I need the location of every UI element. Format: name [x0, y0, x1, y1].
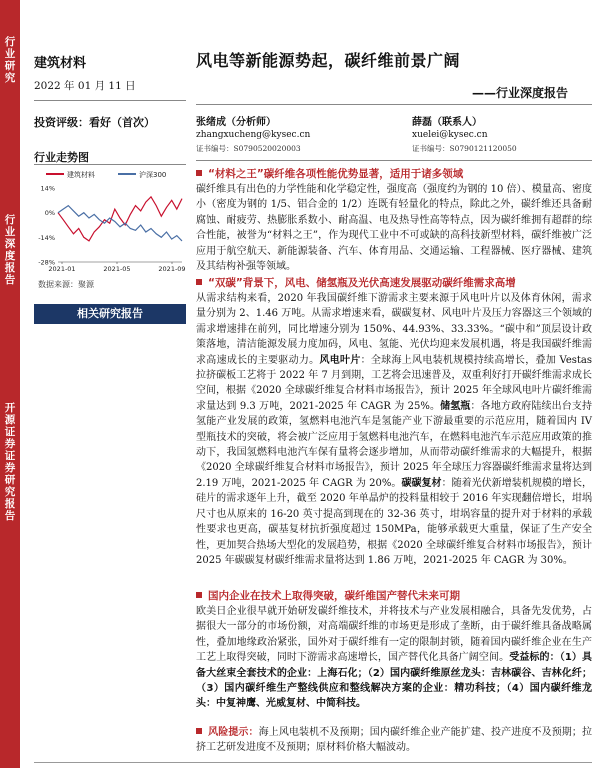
bullet-icon: [196, 728, 202, 734]
sidebar-top-label: 行业研究: [4, 36, 16, 84]
analyst-cert: 证书编号：S0790121120050: [412, 144, 517, 153]
series-line: [58, 206, 182, 241]
trend-chart-title: 行业走势图: [34, 151, 89, 164]
trend-chart: [34, 166, 186, 274]
bullet-icon: [196, 592, 202, 598]
related-reports-button[interactable]: 相关研究报告: [34, 304, 186, 324]
analyst-card: [196, 116, 310, 155]
section-heading: 国内企业在技术上取得突破，碳纤维国产替代未来可期: [196, 588, 592, 603]
legend-label: 建筑材料: [67, 171, 95, 179]
x-tick-label: 2021-09: [158, 265, 186, 273]
analyst-name: 张绪成（分析师）: [196, 117, 276, 128]
analyst-name: 薛磊（联系人）: [412, 117, 482, 128]
report-title: 风电等新能源势起，碳纤维前景广阔: [196, 51, 461, 70]
analyst-email[interactable]: xuelei@kysec.cn: [412, 130, 488, 140]
y-tick-label: 14%: [40, 184, 55, 193]
report-date: 2022 年 01 月 11 日: [34, 80, 136, 92]
series-line: [58, 197, 182, 241]
chart-source: 数据来源：聚源: [38, 280, 94, 289]
sidebar-bottom-label: 开源证券 证券研究报告: [4, 402, 16, 522]
section-heading: “双碳”背景下，风电、储氢瓶及光伏高速发展驱动碳纤维需求高增: [196, 275, 592, 290]
divider: [34, 100, 186, 101]
divider: [34, 164, 186, 165]
section-body: 从需求结构来看，2020 年我国碳纤维下游需求主要来源于风电叶片以及体育休闲，需求量分别为 2、1.46 万吨。从需求增速来看，碳碳复材、风电叶片及压力容器这三个领域的需求增速排在前列，同比增速分别为 150%、44.93%、33.33%。“碳中和”顶层设计政策落地，清洁能源发展力度加码，风电、氢能、光伏均迎来发展机遇，将是我国碳纤维需求高速成长的主要驱动力。风电叶片：全球海上风电装机规模持续高增长，叠加 Vestas 拉挤碳板工艺将于 2022 年 7 月到期，工艺将会迅速普及，双重利好打开碳纤维需求成长空间，根据《2020 全球碳纤维复合材料市场报告》，预计 2025 年全球风电叶片碳纤维需求量达到 9.3 万吨，2021-2025 年 CAGR 为 25%。储氢瓶：各地方政府陆续出台支持氢能产业发展的政策，氢燃料电池汽车是氢能产业下游最重要的示范应用，随着国内 IV 型瓶技术的突破，将会被广泛应用于氢燃料电池汽车，在燃料电池汽车示范应用政策的推动下，我国氢燃料电池汽车保有量将会逐步增加，从而带动碳纤维需求的大幅提升，根据《2020 全球碳纤维复合材料市场报告》，预计 2025 年全球压力容器碳纤维需求量将达到 2.19 万吨，2021-2025 年 CAGR 为 20%。碳碳复材：随着光伏新增装机规模的增长，硅片的需求逐年上升，截至 2020 年单晶炉的投料量相较于 2016 年实现翻倍增长，坩埚尺寸也从原来的 16-20 英寸提高到现在的 32-36 英寸，坩埚容量的提升对于材料的承载性要求也更高，碳基复材抗折强度超过 150MPa，能够承载更大重量，保证了生产安全性，更加契合热场大型化的发展趋势，根据《2020 全球碳纤维复合材料市场报告》，预计 2025 年碳碳复材碳纤维需求量将达到 1.86 万吨，2021-2025 年 CAGR 为 30%。: [196, 293, 593, 566]
divider: [196, 160, 592, 161]
sidebar: [0, 0, 20, 768]
analyst-email[interactable]: zhangxucheng@kysec.cn: [196, 130, 311, 140]
analyst-cert: 证书编号：S0790520020003: [196, 144, 301, 153]
x-tick-label: 2021-05: [103, 265, 131, 273]
footer-divider: [34, 762, 592, 763]
y-tick-label: -14%: [38, 233, 55, 242]
x-tick-label: 2021-01: [48, 265, 76, 273]
divider: [196, 104, 592, 105]
report-subtitle: ——行业深度报告: [471, 86, 568, 100]
y-tick-label: 0%: [44, 209, 55, 218]
sidebar-middle-label: 行业深度报告: [4, 214, 16, 286]
section-body: 碳纤维具有出色的力学性能和化学稳定性，强度高（强度约为钢的 10 倍）、模量高、密度小（密度为钢的 1/5、铝合金的 1/2）连既有轻量化的特点，除此之外，碳纤维还具备耐腐蚀、耐疲劳、热膨胀系数小、耐高温、电及热导性高等特点，因为碳纤维拥有超群的综合性能，被誉为“材料之王”，作为现代工业中不可或缺的高科技新型材料，碳纤维被广泛应用于航空航天、新能源装备、汽车、体育用品、交通运输、工程器械、医疗器械、建筑及其结构补强等领域。: [196, 184, 592, 273]
section-heading: “材料之王”碳纤维各项性能优势显著，适用于诸多领域: [196, 166, 592, 181]
industry-category: 建筑材料: [34, 56, 87, 71]
bullet-icon: [196, 279, 202, 285]
legend-label: 沪深300: [139, 171, 167, 179]
section-body: 欧美日企业很早就开始研发碳纤维技术，并将技术与产业发展相融合，具备先发优势，占据很大一部分的市场份额，对高端碳纤维的市场更是形成了垄断，由于碳纤维具备战略属性，叠加地缘政治紧张，国外对于碳纤维有一定的限制封锁，随着国内碳纤维企业在生产工艺上取得突破，同时下游需求高速增长，国产替代化具备广阔空间。受益标的：（1）具备大丝束全套技术的企业：上海石化；（2）国内碳纤维原丝龙头：吉林碳谷、吉林化纤；（3）国内碳纤维生产整线供应和整线解决方案的企业：精功科技；（4）国内碳纤维龙头：中复神鹰、光威复材、中简科技。: [196, 606, 593, 710]
y-tick-label: -28%: [38, 258, 55, 267]
bullet-icon: [196, 170, 202, 176]
risk-warning: 风险提示：海上风电装机不及预期；国内碳纤维企业产能扩建、投产进度不及预期；拉挤工艺研发进度不及预期；原材料价格大幅波动。: [196, 727, 593, 754]
investment-rating: 投资评级：看好（首次）: [34, 116, 155, 129]
analyst-card: [412, 116, 517, 155]
